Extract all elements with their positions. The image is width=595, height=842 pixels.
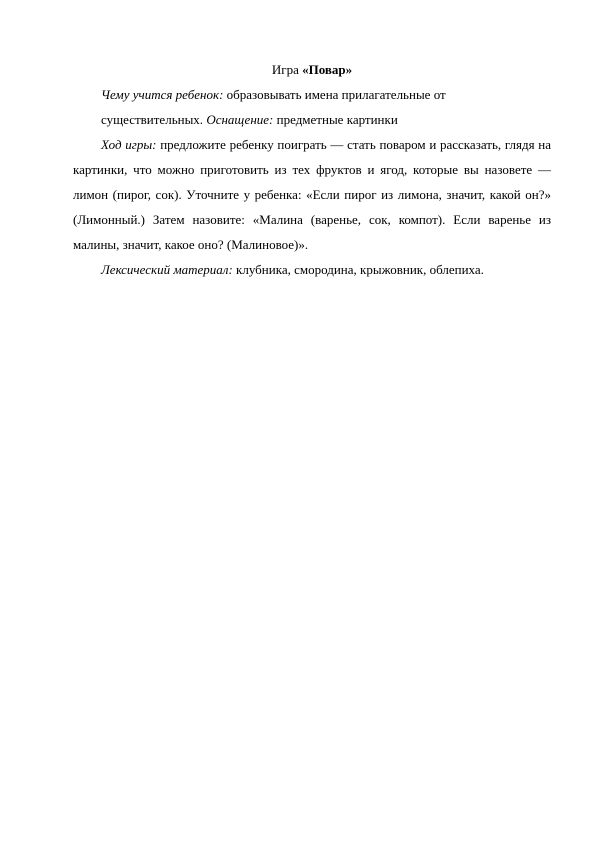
document-content <box>73 57 551 282</box>
lexical-label: Лексический материал: <box>101 262 233 277</box>
lexical-paragraph <box>73 257 551 282</box>
goal-label: Чему учится ребенок: <box>101 87 224 102</box>
game-paragraph <box>73 132 551 257</box>
goal-text-line-2: существительных. <box>101 112 207 127</box>
goal-paragraph-line-2 <box>73 107 551 132</box>
document-title <box>73 57 551 82</box>
equipment-label: Оснащение: <box>206 112 274 127</box>
title-game-name: «Повар» <box>302 62 353 77</box>
goal-paragraph-line-1 <box>73 82 551 107</box>
lexical-text: клубника, смородина, крыжовник, облепиха. <box>232 262 484 277</box>
equipment-text: предметные картинки <box>273 112 398 127</box>
title-prefix: Игра <box>271 62 303 77</box>
goal-text-line-1: образовывать имена прилагательные от <box>223 87 446 102</box>
game-label: Ход игры: <box>101 137 157 152</box>
game-text: предложите ребенку поиграть — стать поваром и рассказать, глядя на картинки, что можно приготовить из тех фруктов и ягод, которые вы назовете — лимон (пирог, сок). Уточните у ребенка: «Если пирог из лимона, значит, какой он?» (Лимонный.) Затем назовите: «Малина (варенье, сок, компот). Если варенье из малины, значит, какое оно? (Малиновое)». <box>73 137 551 252</box>
